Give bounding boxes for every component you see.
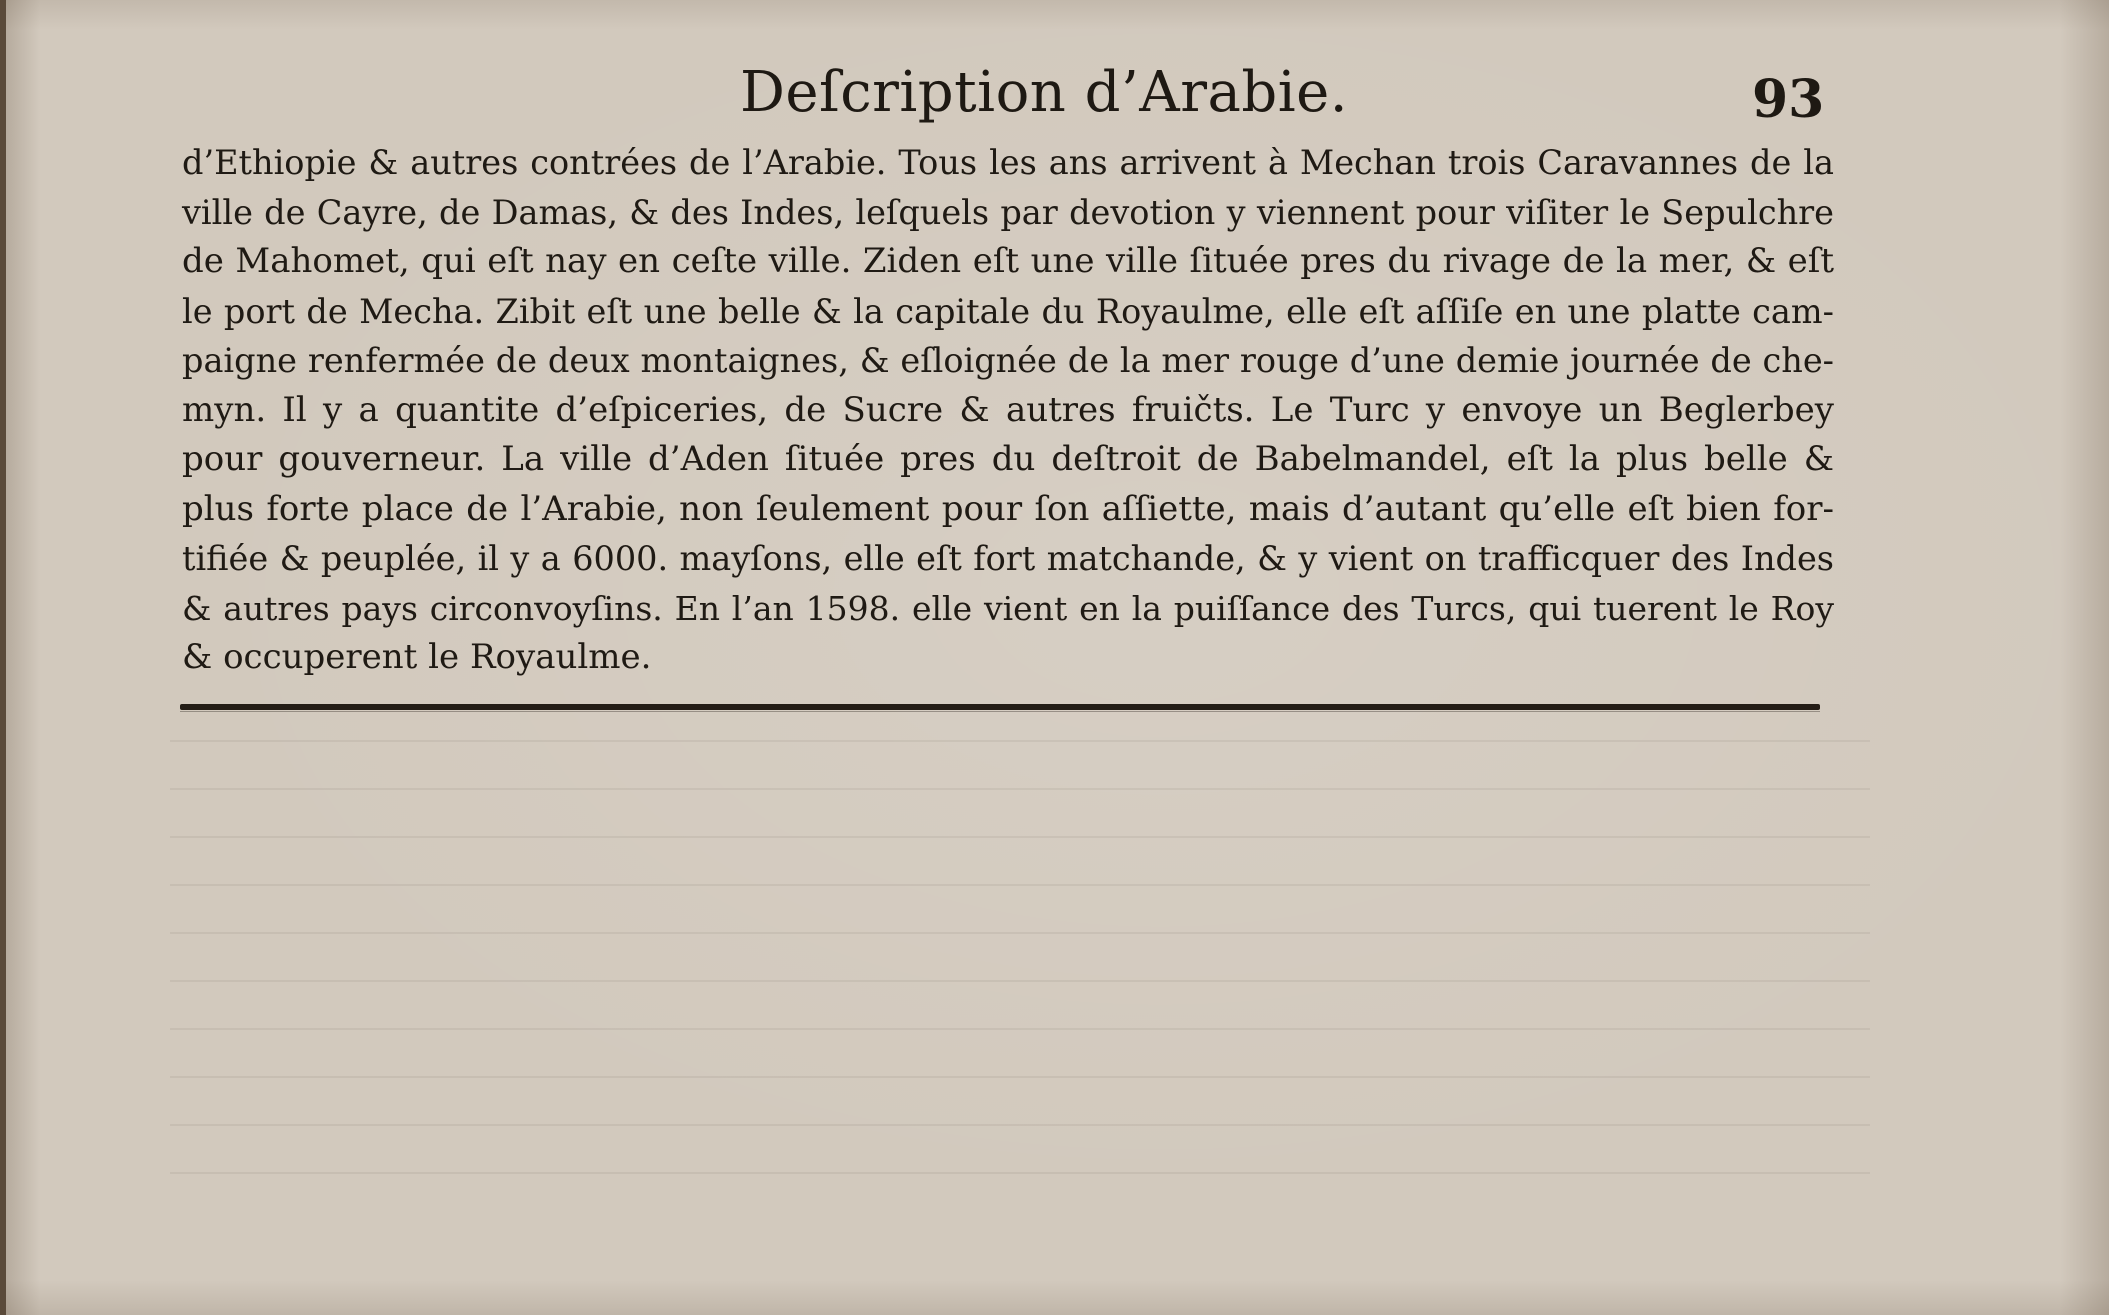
text-line: le port de Mecha. Zibit eſt une belle & la capitale du Royaulme, elle eſt aſſiſe en une platte cam- [182,291,1834,331]
text-line-last: & occuperent le Royaulme. [182,637,652,677]
text-line: d’Ethiopie & autres contrées de l’Arabie. Tous les ans arrivent à Mechan trois Caravannes de la [182,143,1834,182]
text-line: paigne renfermée de deux montaignes, & eſloignée de la mer rouge d’une demie journée de che- [182,341,1834,380]
text-line: plus forte place de l’Arabie, non ſeulement pour ſon aſſiette, mais d’autant qu’elle eſt bien for- [182,488,1834,529]
page-edge-shadow [0,0,6,1315]
text-line: & autres pays circonvoyſins. En l’an 1598. elle vient en la puiſſance des Turcs, qui tuerent le Roy [182,588,1834,628]
body-text [182,138,1834,683]
text-line: myn. Il y a quantite d’eſpiceries, de Sucre & autres fruičts. Le Turc y envoye un Beglerbey [182,389,1834,430]
text-line: tifiée & peuplée, il y a 6000. mayſons, elle eſt fort matchande, & y vient on trafficquer des Indes [182,539,1834,578]
section-end-rule [180,704,1820,710]
page-header [0,58,2109,138]
page-number: 93 [1752,69,1825,130]
running-title: Deſcription d’Arabie. [740,60,1349,125]
text-line: de Mahomet, qui eſt nay en ceſte ville. Ziden eſt une ville ſituée pres du rivage de la mer, & eſt [182,241,1834,281]
text-line: pour gouverneur. La ville d’Aden ſituée pres du deſtroit de Babelmandel, eſt la plus belle & [182,439,1834,479]
show-through-text-texture [170,740,1870,1220]
text-line: ville de Cayre, de Damas, & des Indes, leſquels par devotion y viennent pour viſiter le Sepulchre [182,192,1834,232]
